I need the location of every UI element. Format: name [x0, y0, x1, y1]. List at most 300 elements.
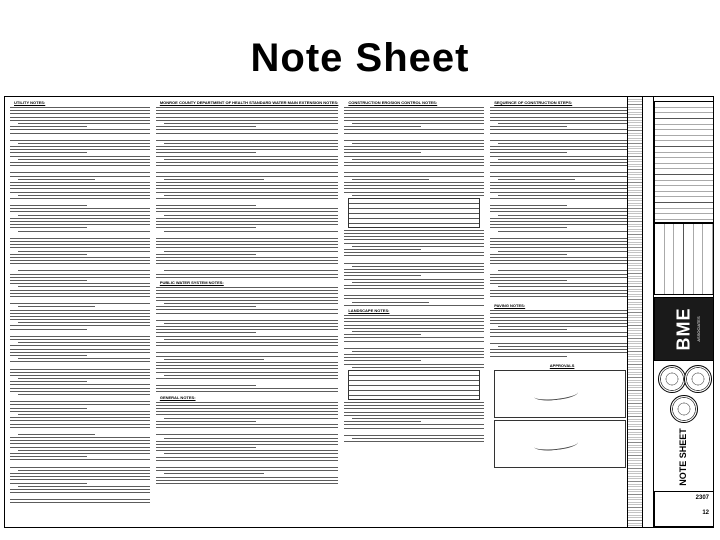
fine-print-line: [10, 408, 87, 409]
fine-print-line: [10, 372, 150, 373]
fine-print-line: [490, 254, 567, 255]
fine-print-line: [10, 192, 150, 193]
fine-print-line: [490, 274, 630, 275]
county-seal-icon: [670, 395, 698, 423]
fine-print-line: [490, 107, 630, 108]
fine-print-line: [156, 313, 339, 314]
fine-print-line: [344, 334, 421, 335]
fine-print-line: [490, 120, 630, 121]
fine-print-line: [156, 156, 339, 157]
fine-print-line: [490, 129, 630, 130]
fine-print-line: [156, 277, 339, 278]
fine-print-line: [490, 356, 567, 357]
fine-print-line: [156, 227, 256, 228]
fine-print-line: [352, 331, 484, 332]
fine-print-line: [10, 113, 150, 114]
fine-print-line: [10, 459, 150, 460]
fine-print-line: [344, 110, 484, 111]
fine-print-line: [498, 251, 630, 252]
fine-print-line: [344, 337, 484, 338]
fine-print-line: [490, 140, 630, 141]
fine-print-line: [156, 306, 256, 307]
fine-print-line: [18, 251, 150, 252]
public-water-heading: PUBLIC WATER SYSTEM NOTES:: [159, 280, 224, 285]
fine-print-line: [18, 195, 150, 196]
fine-print-line: [344, 172, 484, 173]
fine-print-line: [156, 126, 256, 127]
fine-print-line: [156, 110, 339, 111]
fine-print-line: [10, 280, 87, 281]
fine-print-line: [344, 133, 484, 134]
fine-print-line: [10, 224, 150, 225]
fine-print-line: [490, 293, 630, 294]
fine-print-line: [156, 408, 339, 409]
revision-table: [654, 101, 714, 223]
fine-print-line: [18, 378, 150, 379]
fine-print-line: [156, 257, 339, 258]
fine-print-line: [18, 286, 150, 287]
fine-print-line: [344, 129, 484, 130]
fine-print-line: [490, 296, 630, 297]
fine-print-line: [490, 263, 630, 264]
fine-print-line: [490, 208, 630, 209]
fine-print-line: [344, 230, 484, 231]
fine-print-line: [10, 107, 150, 108]
fine-print-line: [490, 317, 630, 318]
fine-print-line: [164, 438, 339, 439]
fine-print-line: [352, 123, 484, 124]
fine-print-line: [10, 375, 150, 376]
surveyor-seal-icon: [684, 365, 712, 393]
fine-print-line: [10, 263, 150, 264]
fine-print-line: [490, 277, 630, 278]
engineer-seal-icon: [658, 365, 686, 393]
fine-print-line: [490, 218, 630, 219]
fine-print-line: [156, 218, 339, 219]
fine-print-line: [156, 467, 339, 468]
fine-print-line: [344, 435, 484, 436]
fine-print-line: [344, 285, 484, 286]
fine-print-line: [10, 247, 150, 248]
fine-print-line: [10, 388, 150, 389]
fine-print-line: [18, 434, 95, 435]
fine-print-line: [10, 440, 150, 441]
fine-print-line: [490, 224, 630, 225]
fine-print-line: [10, 489, 150, 490]
fine-print-line: [10, 120, 150, 121]
fine-print-line: [10, 401, 150, 402]
fine-print-line: [164, 215, 339, 216]
fine-print-line: [490, 290, 630, 291]
fine-print-line: [164, 473, 264, 474]
fine-print-line: [156, 129, 339, 130]
fine-print-line: [10, 133, 150, 134]
fine-print-line: [490, 313, 630, 314]
fine-print-line: [10, 205, 87, 206]
fine-print-line: [156, 320, 339, 321]
fine-print-line: [10, 146, 150, 147]
fine-print-line: [10, 283, 150, 284]
column-heading: CONSTRUCTION EROSION CONTROL NOTES:: [348, 100, 438, 105]
fine-print-line: [164, 323, 339, 324]
fine-print-line: [490, 198, 630, 199]
fine-print-line: [490, 188, 630, 189]
fine-print-line: [156, 107, 339, 108]
fine-print-line: [344, 328, 484, 329]
fine-print-line: [10, 182, 150, 183]
fine-print-line: [156, 172, 339, 173]
revision-strip: [628, 97, 643, 527]
fine-print-line: [156, 293, 339, 294]
fine-print-line: [10, 319, 150, 320]
fine-print-line: [344, 162, 484, 163]
fine-print-line: [10, 411, 150, 412]
fine-print-line: [10, 453, 150, 454]
fine-print-line: [344, 305, 484, 306]
fine-print-line: [18, 470, 150, 471]
fine-print-line: [344, 357, 484, 358]
fine-print-line: [156, 421, 256, 422]
fine-print-line: [156, 444, 339, 445]
fine-print-line: [156, 362, 339, 363]
general-notes-heading: GENERAL NOTES:: [159, 394, 196, 400]
notes-text-block: [344, 107, 484, 196]
fine-print-line: [344, 348, 484, 349]
fine-print-line: [10, 391, 150, 392]
fine-print-line: [10, 316, 150, 317]
fine-print-line: [156, 274, 339, 275]
fine-print-line: [490, 176, 630, 177]
fine-print-line: [490, 310, 630, 311]
fine-print-line: [10, 241, 150, 242]
fine-print-line: [156, 326, 339, 327]
fine-print-line: [10, 313, 150, 314]
fine-print-line: [498, 326, 630, 327]
drawing-sheet: [4, 96, 714, 528]
utility-notes-column: [10, 100, 150, 524]
fine-print-line: [10, 227, 87, 228]
fine-print-line: [490, 323, 630, 324]
fine-print-line: [498, 179, 575, 180]
fine-print-line: [10, 329, 87, 330]
fine-print-line: [10, 483, 87, 484]
fine-print-line: [490, 156, 630, 157]
fine-print-line: [156, 254, 256, 255]
fine-print-line: [490, 149, 630, 150]
fine-print-line: [344, 441, 484, 442]
fine-print-line: [344, 315, 484, 316]
fine-print-line: [10, 339, 150, 340]
fine-print-line: [490, 133, 630, 134]
fine-print-line: [344, 364, 484, 365]
fine-print-line: [164, 231, 339, 232]
fine-print-line: [156, 120, 339, 121]
fine-print-line: [498, 215, 630, 216]
fine-print-line: [490, 247, 630, 248]
fine-print-line: [10, 188, 150, 189]
fine-print-line: [490, 205, 567, 206]
fine-print-line: [156, 414, 339, 415]
notes-text-block: [156, 107, 339, 278]
fine-print-line: [344, 408, 484, 409]
fine-print-line: [156, 424, 339, 425]
fine-print-line: [344, 126, 421, 127]
sheet-name: NOTE SHEET: [678, 428, 688, 486]
fine-print-line: [490, 162, 630, 163]
fine-print-line: [344, 107, 484, 108]
seeding-table: [348, 198, 480, 228]
fine-print-line: [352, 438, 484, 439]
fine-print-line: [344, 272, 484, 273]
planting-table: [348, 370, 480, 400]
fine-print-line: [10, 198, 150, 199]
fine-print-line: [18, 394, 150, 395]
fine-print-line: [344, 405, 484, 406]
fine-print-line: [10, 492, 150, 493]
approvals-heading: APPROVALS: [549, 362, 575, 368]
fine-print-line: [344, 192, 484, 193]
fine-print-line: [164, 159, 339, 160]
fine-print-line: [344, 188, 484, 189]
fine-print-line: [10, 476, 150, 477]
fine-print-line: [344, 298, 484, 299]
fine-print-line: [352, 246, 484, 247]
fine-print-line: [10, 296, 150, 297]
fine-print-line: [156, 238, 339, 239]
fine-print-line: [18, 231, 150, 232]
fine-print-line: [156, 378, 339, 379]
fine-print-line: [156, 332, 256, 333]
column-heading: MONROE COUNTY DEPARTMENT OF HEALTH STANDARD WATER MAIN EXTENSION NOTES:: [159, 100, 339, 105]
fine-print-line: [164, 339, 339, 340]
sheet-number: 12: [702, 510, 709, 516]
fine-print-line: [490, 126, 567, 127]
fine-print-line: [156, 192, 339, 193]
firm-logo: [654, 297, 714, 361]
fine-print-line: [156, 297, 339, 298]
fine-print-line: [490, 146, 630, 147]
fine-print-line: [10, 110, 150, 111]
fine-print-line: [352, 367, 484, 368]
water-main-notes-column: [156, 100, 339, 524]
fine-print-line: [490, 241, 630, 242]
fine-print-line: [490, 320, 630, 321]
fine-print-line: [156, 162, 339, 163]
fine-print-line: [344, 185, 484, 186]
fine-print-line: [156, 391, 339, 392]
fine-print-line: [352, 159, 484, 160]
fine-print-line: [156, 241, 339, 242]
fine-print-line: [18, 358, 150, 359]
fine-print-line: [156, 405, 339, 406]
fine-print-line: [490, 192, 630, 193]
fine-print-line: [352, 418, 484, 419]
fine-print-line: [10, 208, 150, 209]
fine-print-line: [18, 414, 150, 415]
fine-print-line: [10, 257, 150, 258]
fine-print-line: [156, 411, 339, 412]
landscape-notes-heading: LANDSCAPE NOTES:: [348, 308, 390, 313]
fine-print-line: [10, 129, 150, 130]
firm-name: BME: [673, 307, 694, 351]
fine-print-line: [164, 375, 339, 376]
fine-print-line: [156, 447, 256, 448]
fine-print-line: [156, 140, 339, 141]
fine-print-line: [156, 165, 339, 166]
fine-print-line: [10, 152, 87, 153]
fine-print-line: [344, 269, 484, 270]
fine-print-line: [156, 365, 339, 366]
erosion-control-notes-column: [344, 100, 484, 524]
sequence-notes-column: [490, 100, 630, 524]
fine-print-line: [498, 346, 630, 347]
notes-text-block: [156, 402, 339, 484]
fine-print-line: [490, 113, 630, 114]
fine-print-line: [156, 146, 339, 147]
fine-print-line: [10, 303, 150, 304]
fine-print-line: [10, 126, 87, 127]
fine-print-line: [490, 343, 630, 344]
fine-print-line: [344, 341, 484, 342]
fine-print-line: [10, 499, 150, 500]
fine-print-line: [344, 239, 484, 240]
fine-print-line: [352, 143, 484, 144]
fine-print-line: [498, 159, 630, 160]
paving-notes-heading: PAVING NOTES:: [494, 303, 526, 309]
fine-print-line: [156, 385, 256, 386]
fine-print-line: [156, 342, 339, 343]
sheet-info-box: [654, 491, 714, 527]
fine-print-line: [344, 176, 484, 177]
fine-print-line: [344, 415, 484, 416]
fine-print-line: [498, 195, 630, 196]
fine-print-line: [10, 254, 87, 255]
notes-columns: [10, 100, 630, 524]
fine-print-line: [156, 221, 339, 222]
project-number: 2307: [695, 495, 709, 501]
fine-print-line: [344, 252, 484, 253]
fine-print-line: [344, 243, 484, 244]
fine-print-line: [18, 143, 150, 144]
fine-print-line: [490, 244, 630, 245]
fine-print-line: [490, 260, 630, 261]
fine-print-line: [344, 233, 484, 234]
fine-print-line: [156, 198, 339, 199]
fine-print-line: [490, 257, 630, 258]
fine-print-line: [10, 467, 150, 468]
fine-print-line: [10, 355, 87, 356]
fine-print-line: [344, 318, 484, 319]
fine-print-line: [10, 443, 150, 444]
fine-print-line: [10, 427, 150, 428]
fine-print-line: [344, 152, 421, 153]
fine-print-line: [344, 182, 484, 183]
fine-print-line: [156, 205, 256, 206]
fine-print-line: [490, 182, 630, 183]
fine-print-line: [490, 227, 567, 228]
fine-print-line: [10, 140, 150, 141]
notes-text-block: [490, 107, 630, 303]
fine-print-line: [10, 369, 150, 370]
fine-print-line: [344, 325, 484, 326]
fine-print-line: [156, 480, 339, 481]
fine-print-line: [498, 231, 630, 232]
fine-print-line: [156, 336, 339, 337]
fine-print-line: [10, 502, 150, 503]
fine-print-line: [156, 372, 339, 373]
fine-print-line: [10, 277, 150, 278]
fine-print-line: [344, 113, 484, 114]
fine-print-line: [156, 388, 339, 389]
fine-print-line: [156, 460, 339, 461]
notes-text-block: [156, 287, 339, 392]
fine-print-line: [490, 117, 630, 118]
fine-print-line: [10, 417, 150, 418]
notes-text-block: [344, 402, 484, 442]
fine-print-line: [156, 457, 339, 458]
fine-print-line: [10, 274, 150, 275]
fine-print-line: [490, 185, 630, 186]
fine-print-line: [156, 290, 339, 291]
fine-print-line: [10, 185, 150, 186]
fine-print-line: [344, 275, 421, 276]
fine-print-line: [156, 263, 339, 264]
fine-print-line: [18, 159, 150, 160]
fine-print-line: [10, 447, 150, 448]
fine-print-line: [156, 149, 339, 150]
fine-print-line: [164, 359, 264, 360]
fine-print-line: [490, 238, 630, 239]
fine-print-line: [10, 349, 150, 350]
fine-print-line: [156, 224, 339, 225]
title-block: [627, 97, 714, 527]
fine-print-line: [10, 345, 150, 346]
fine-print-line: [156, 483, 339, 484]
fine-print-line: [344, 236, 484, 237]
fine-print-line: [164, 123, 339, 124]
fine-print-line: [352, 195, 484, 196]
fine-print-line: [10, 473, 150, 474]
fine-print-line: [10, 117, 150, 118]
fine-print-line: [164, 251, 339, 252]
approval-signature-box: [494, 370, 626, 418]
fine-print-line: [490, 172, 630, 173]
fine-print-line: [344, 288, 484, 289]
fine-print-line: [156, 441, 339, 442]
fine-print-line: [156, 152, 256, 153]
fine-print-line: [10, 310, 150, 311]
fine-print-line: [344, 149, 484, 150]
fine-print-line: [344, 120, 484, 121]
fine-print-line: [156, 244, 339, 245]
fine-print-line: [164, 270, 339, 271]
fine-print-line: [18, 179, 95, 180]
fine-print-line: [18, 215, 150, 216]
fine-print-line: [10, 290, 150, 291]
fine-print-line: [498, 270, 630, 271]
fine-print-line: [156, 345, 339, 346]
fine-print-line: [164, 418, 339, 419]
fine-print-line: [156, 176, 339, 177]
fine-print-line: [156, 287, 339, 288]
fine-print-line: [352, 302, 429, 303]
fine-print-line: [10, 361, 150, 362]
fine-print-line: [156, 450, 339, 451]
fine-print-line: [344, 421, 421, 422]
fine-print-line: [156, 309, 339, 310]
fine-print-line: [10, 211, 150, 212]
fine-print-line: [490, 352, 630, 353]
